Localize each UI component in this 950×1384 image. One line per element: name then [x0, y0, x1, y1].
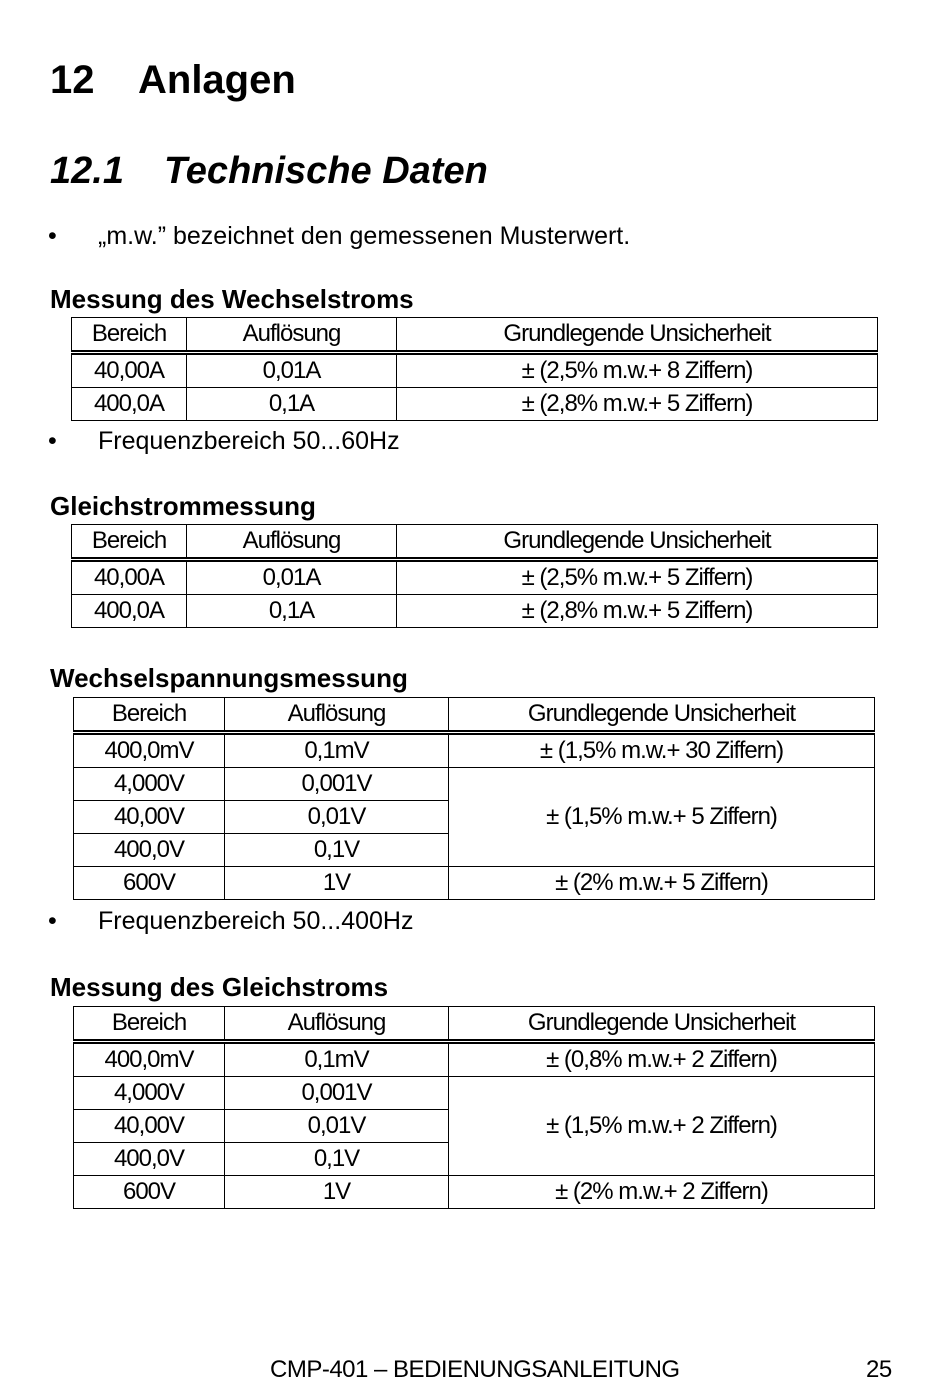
cell-resolution: 0,1A — [187, 595, 397, 628]
header-uncertainty: Grundlegende Unsicherheit — [397, 525, 878, 560]
cell-resolution: 0,01A — [187, 560, 397, 595]
cell-uncertainty: ± (2,8% m.w.+ 5 Ziffern) — [397, 388, 878, 421]
cell-resolution: 0,001V — [225, 768, 449, 801]
cell-range: 4,000V — [74, 1077, 225, 1110]
section-title: Technische Daten — [164, 150, 488, 192]
cell-resolution: 0,1mV — [225, 1042, 449, 1077]
table-row — [72, 388, 878, 421]
cell-resolution: 1V — [225, 867, 449, 900]
header-range: Bereich — [72, 318, 187, 353]
cell-resolution: 0,01A — [187, 353, 397, 388]
ac-voltage-table — [73, 697, 875, 900]
cell-uncertainty: ± (2,5% m.w.+ 5 Ziffern) — [397, 560, 878, 595]
table-row — [74, 733, 875, 768]
cell-range: 40,00A — [72, 560, 187, 595]
cell-uncertainty: ± (2,8% m.w.+ 5 Ziffern) — [397, 595, 878, 628]
cell-uncertainty: ± (1,5% m.w.+ 2 Ziffern) — [449, 1077, 875, 1176]
cell-resolution: 0,001V — [225, 1077, 449, 1110]
cell-uncertainty: ± (2,5% m.w.+ 8 Ziffern) — [397, 353, 878, 388]
note-text: Frequenzbereich 50...60Hz — [98, 427, 400, 455]
section-number: 12.1 — [50, 150, 124, 192]
header-uncertainty: Grundlegende Unsicherheit — [449, 1007, 875, 1042]
table-row — [74, 1077, 875, 1110]
cell-range: 4,000V — [74, 768, 225, 801]
footer-manual-title: CMP-401 – BEDIENUNGSANLEITUNG — [270, 1356, 680, 1383]
bullet-icon: • — [48, 907, 57, 935]
cell-uncertainty: ± (2% m.w.+ 5 Ziffern) — [449, 867, 875, 900]
table-row — [74, 867, 875, 900]
header-resolution: Auflösung — [187, 525, 397, 560]
ac-voltage-title: Wechselspannungsmessung — [50, 663, 408, 693]
header-resolution: Auflösung — [225, 698, 449, 733]
header-range: Bereich — [74, 1007, 225, 1042]
table-row — [72, 353, 878, 388]
cell-range: 400,0mV — [74, 733, 225, 768]
cell-range: 400,0mV — [74, 1042, 225, 1077]
cell-resolution: 0,1A — [187, 388, 397, 421]
cell-uncertainty: ± (1,5% m.w.+ 30 Ziffern) — [449, 733, 875, 768]
section-heading — [50, 150, 488, 193]
cell-range: 40,00V — [74, 801, 225, 834]
dc-voltage-table — [73, 1006, 875, 1209]
cell-uncertainty: ± (2% m.w.+ 2 Ziffern) — [449, 1176, 875, 1209]
note-text: Frequenzbereich 50...400Hz — [98, 907, 414, 935]
ac-voltage-frequency-note — [48, 907, 413, 936]
cell-range: 400,0A — [72, 388, 187, 421]
dc-voltage-title: Messung des Gleichstroms — [50, 972, 389, 1002]
cell-range: 40,00V — [74, 1110, 225, 1143]
cell-range: 400,0V — [74, 834, 225, 867]
dc-current-table — [71, 524, 878, 628]
table-row — [72, 595, 878, 628]
cell-resolution: 0,1mV — [225, 733, 449, 768]
ac-current-table — [71, 317, 878, 421]
note-mw-text: „m.w.” bezeichnet den gemessenen Musterwert. — [98, 222, 631, 250]
chapter-title: Anlagen — [138, 58, 296, 102]
cell-range: 600V — [74, 867, 225, 900]
bullet-icon: • — [48, 427, 57, 455]
cell-resolution: 0,01V — [225, 1110, 449, 1143]
header-resolution: Auflösung — [187, 318, 397, 353]
cell-resolution: 0,1V — [225, 834, 449, 867]
cell-uncertainty: ± (1,5% m.w.+ 5 Ziffern) — [449, 768, 875, 867]
cell-range: 600V — [74, 1176, 225, 1209]
cell-resolution: 0,01V — [225, 801, 449, 834]
page-number: 25 — [866, 1356, 892, 1383]
table-row — [74, 768, 875, 801]
cell-range: 400,0V — [74, 1143, 225, 1176]
cell-range: 400,0A — [72, 595, 187, 628]
table-row — [74, 1042, 875, 1077]
cell-resolution: 0,1V — [225, 1143, 449, 1176]
note-mw — [48, 222, 630, 251]
header-uncertainty: Grundlegende Unsicherheit — [449, 698, 875, 733]
cell-resolution: 1V — [225, 1176, 449, 1209]
chapter-heading — [50, 58, 296, 103]
header-uncertainty: Grundlegende Unsicherheit — [397, 318, 878, 353]
table-row — [72, 560, 878, 595]
cell-uncertainty: ± (0,8% m.w.+ 2 Ziffern) — [449, 1042, 875, 1077]
table-row — [74, 1176, 875, 1209]
header-range: Bereich — [72, 525, 187, 560]
header-resolution: Auflösung — [225, 1007, 449, 1042]
ac-current-frequency-note — [48, 427, 400, 456]
bullet-icon: • — [48, 222, 57, 250]
ac-current-title: Messung des Wechselstroms — [50, 284, 414, 314]
cell-range: 40,00A — [72, 353, 187, 388]
header-range: Bereich — [74, 698, 225, 733]
dc-current-title: Gleichstrommessung — [50, 491, 316, 521]
chapter-number: 12 — [50, 58, 95, 102]
